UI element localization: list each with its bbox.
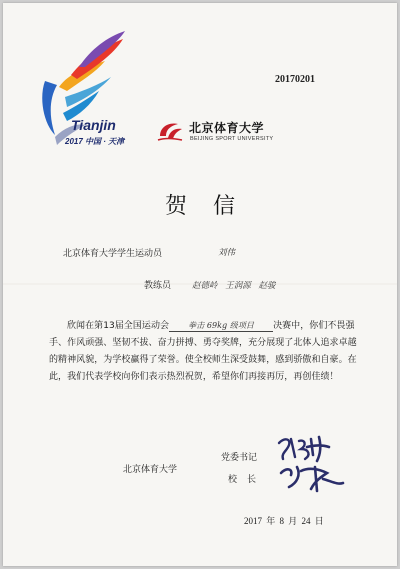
serial-number: 20170201	[275, 74, 315, 85]
commendation-letter	[3, 3, 397, 566]
coaches-label: 教练员	[144, 281, 172, 291]
event-name: 拳击 69kg 级项目	[169, 320, 273, 332]
games-year-location: 2017 中国 · 天津	[65, 137, 125, 146]
coaches-names: 赵德岭 王润源 赵骏	[192, 281, 276, 291]
university-name-cn: 北京体育大学	[189, 121, 265, 135]
body-paragraph: 你们不畏强手、作风顽强、坚韧不拔、奋力拼搏、勇夺奖牌，充分展现了北体人追求卓越的精神风貌，为学校赢得了荣誉。使全校师生深受鼓舞，感到骄傲和自豪。在此，我们代表学校向你们表示热烈祝贺，希望你们再接再厉，再创佳绩！	[49, 321, 357, 382]
athlete-label: 北京体育大学学生运动员	[63, 249, 163, 259]
handwritten-signatures	[271, 433, 351, 495]
role-party-secretary: 党委书记	[221, 453, 258, 463]
letter-title: 贺信	[164, 194, 261, 219]
role-president: 校长	[228, 475, 267, 485]
tianjin-games-logo	[25, 27, 137, 177]
body-final-clause: 决赛中，	[273, 321, 310, 331]
body-opening: 欣闻在第13届全国运动会	[67, 321, 170, 331]
tianjin-wordmark: Tianjin	[71, 117, 116, 133]
letter-body	[49, 318, 359, 386]
signing-organization: 北京体育大学	[123, 465, 178, 475]
athlete-name: 刘伟	[218, 248, 236, 258]
university-name-en: BEIJING SPORT UNIVERSITY	[190, 136, 274, 142]
letter-date: 2017 年 8 月 24 日	[244, 516, 324, 526]
bsu-emblem-icon	[156, 120, 184, 142]
